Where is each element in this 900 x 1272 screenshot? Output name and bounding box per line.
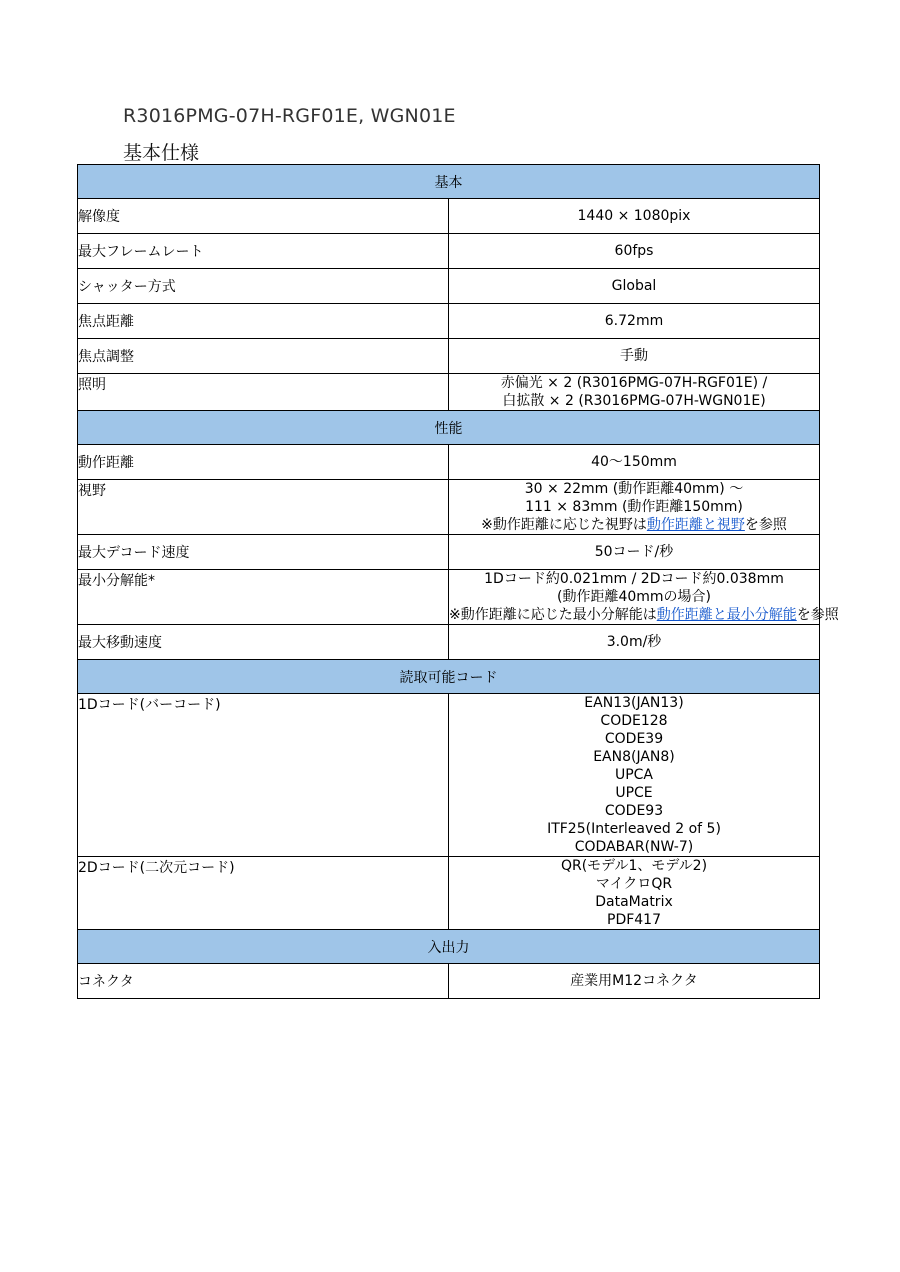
table-row [78, 625, 820, 660]
code1d-item: ITF25(Interleaved 2 of 5) [547, 821, 721, 837]
min-resolution-note-prefix: ※動作距離に応じた最小分解能は [449, 607, 657, 623]
min-resolution-line-2: (動作距離40mmの場合) [556, 589, 711, 605]
row-value-move-speed: 3.0m/秒 [449, 625, 820, 660]
table-row [78, 535, 820, 570]
table-row [78, 694, 820, 857]
row-label-lighting: 照明 [78, 374, 449, 411]
row-label-shutter: シャッター方式 [78, 269, 449, 304]
group-row-io [78, 930, 820, 964]
min-resolution-line-3 [449, 606, 839, 624]
table-row [78, 857, 820, 930]
spec-table [77, 164, 839, 999]
row-label-code1d: 1Dコード(バーコード) [78, 694, 449, 857]
code1d-item: CODE93 [604, 803, 664, 819]
row-value-shutter: Global [449, 269, 820, 304]
min-resolution-line-1: 1Dコード約0.021mm / 2Dコード約0.038mm [484, 571, 784, 587]
fov-note-suffix: を参照 [744, 517, 787, 533]
lighting-line-2: 白拡散 × 2 (R3016PMG-07H-WGN01E) [502, 393, 766, 409]
code1d-item: CODE39 [604, 731, 664, 747]
table-row [78, 234, 820, 269]
table-row [78, 480, 820, 535]
min-resolution-reference-link[interactable]: 動作距離と最小分解能 [656, 607, 797, 623]
table-row [78, 304, 820, 339]
row-label-move-speed: 最大移動速度 [78, 625, 449, 660]
min-resolution-note-suffix: を参照 [796, 607, 839, 623]
row-label-focal: 焦点距離 [78, 304, 449, 339]
group-row-codes [78, 660, 820, 694]
code1d-item: CODABAR(NW-7) [574, 839, 694, 855]
code1d-item: CODE128 [600, 713, 668, 729]
group-header-basic: 基本 [78, 165, 820, 199]
section-title: 基本仕様 [123, 142, 200, 164]
fov-note-prefix: ※動作距離に応じた視野は [481, 517, 647, 533]
fov-line-1: 30 × 22mm (動作距離40mm) 〜 [524, 481, 744, 497]
table-row [78, 570, 820, 625]
table-row [78, 339, 820, 374]
group-header-performance: 性能 [78, 411, 820, 445]
code2d-item: マイクロQR [595, 876, 673, 892]
table-row [78, 445, 820, 480]
row-value-fov [449, 480, 820, 535]
code1d-item: EAN13(JAN13) [584, 695, 684, 711]
code1d-item: EAN8(JAN8) [593, 749, 675, 765]
code2d-item: DataMatrix [595, 894, 673, 910]
table-row [78, 269, 820, 304]
code1d-item: UPCA [614, 767, 654, 783]
group-header-io: 入出力 [78, 930, 820, 964]
row-value-lighting [449, 374, 820, 411]
code2d-item: PDF417 [607, 912, 661, 928]
row-value-code2d [449, 857, 820, 930]
row-label-code2d: 2Dコード(二次元コード) [78, 857, 449, 930]
row-value-framerate: 60fps [449, 234, 820, 269]
row-value-connector: 産業用M12コネクタ [449, 964, 820, 999]
row-label-connector: コネクタ [78, 964, 449, 999]
model-name: R3016PMG-07H-RGF01E, WGN01E [123, 105, 456, 127]
row-label-distance: 動作距離 [78, 445, 449, 480]
table-row [78, 199, 820, 234]
row-value-min-resolution [449, 570, 839, 625]
fov-line-3 [449, 516, 819, 534]
group-header-codes: 読取可能コード [78, 660, 820, 694]
row-value-decode-speed: 50コード/秒 [449, 535, 820, 570]
fov-line-2: 111 × 83mm (動作距離150mm) [525, 499, 743, 515]
code1d-item: UPCE [615, 785, 653, 801]
table-row [78, 964, 820, 999]
table-row [78, 374, 820, 411]
group-row-performance [78, 411, 820, 445]
row-value-distance: 40〜150mm [449, 445, 820, 480]
fov-reference-link[interactable]: 動作距離と視野 [646, 517, 745, 533]
row-label-decode-speed: 最大デコード速度 [78, 535, 449, 570]
row-label-resolution: 解像度 [78, 199, 449, 234]
row-label-focus: 焦点調整 [78, 339, 449, 374]
code2d-item: QR(モデル1、モデル2) [560, 858, 708, 874]
row-value-code1d [449, 694, 820, 857]
row-label-fov: 視野 [78, 480, 449, 535]
row-value-resolution: 1440 × 1080pix [449, 199, 820, 234]
lighting-line-1: 赤偏光 × 2 (R3016PMG-07H-RGF01E) / [500, 375, 768, 391]
row-label-min-resolution: 最小分解能* [78, 570, 449, 625]
group-row-basic [78, 165, 820, 199]
row-value-focus: 手動 [449, 339, 820, 374]
row-label-framerate: 最大フレームレート [78, 234, 449, 269]
row-value-focal: 6.72mm [449, 304, 820, 339]
